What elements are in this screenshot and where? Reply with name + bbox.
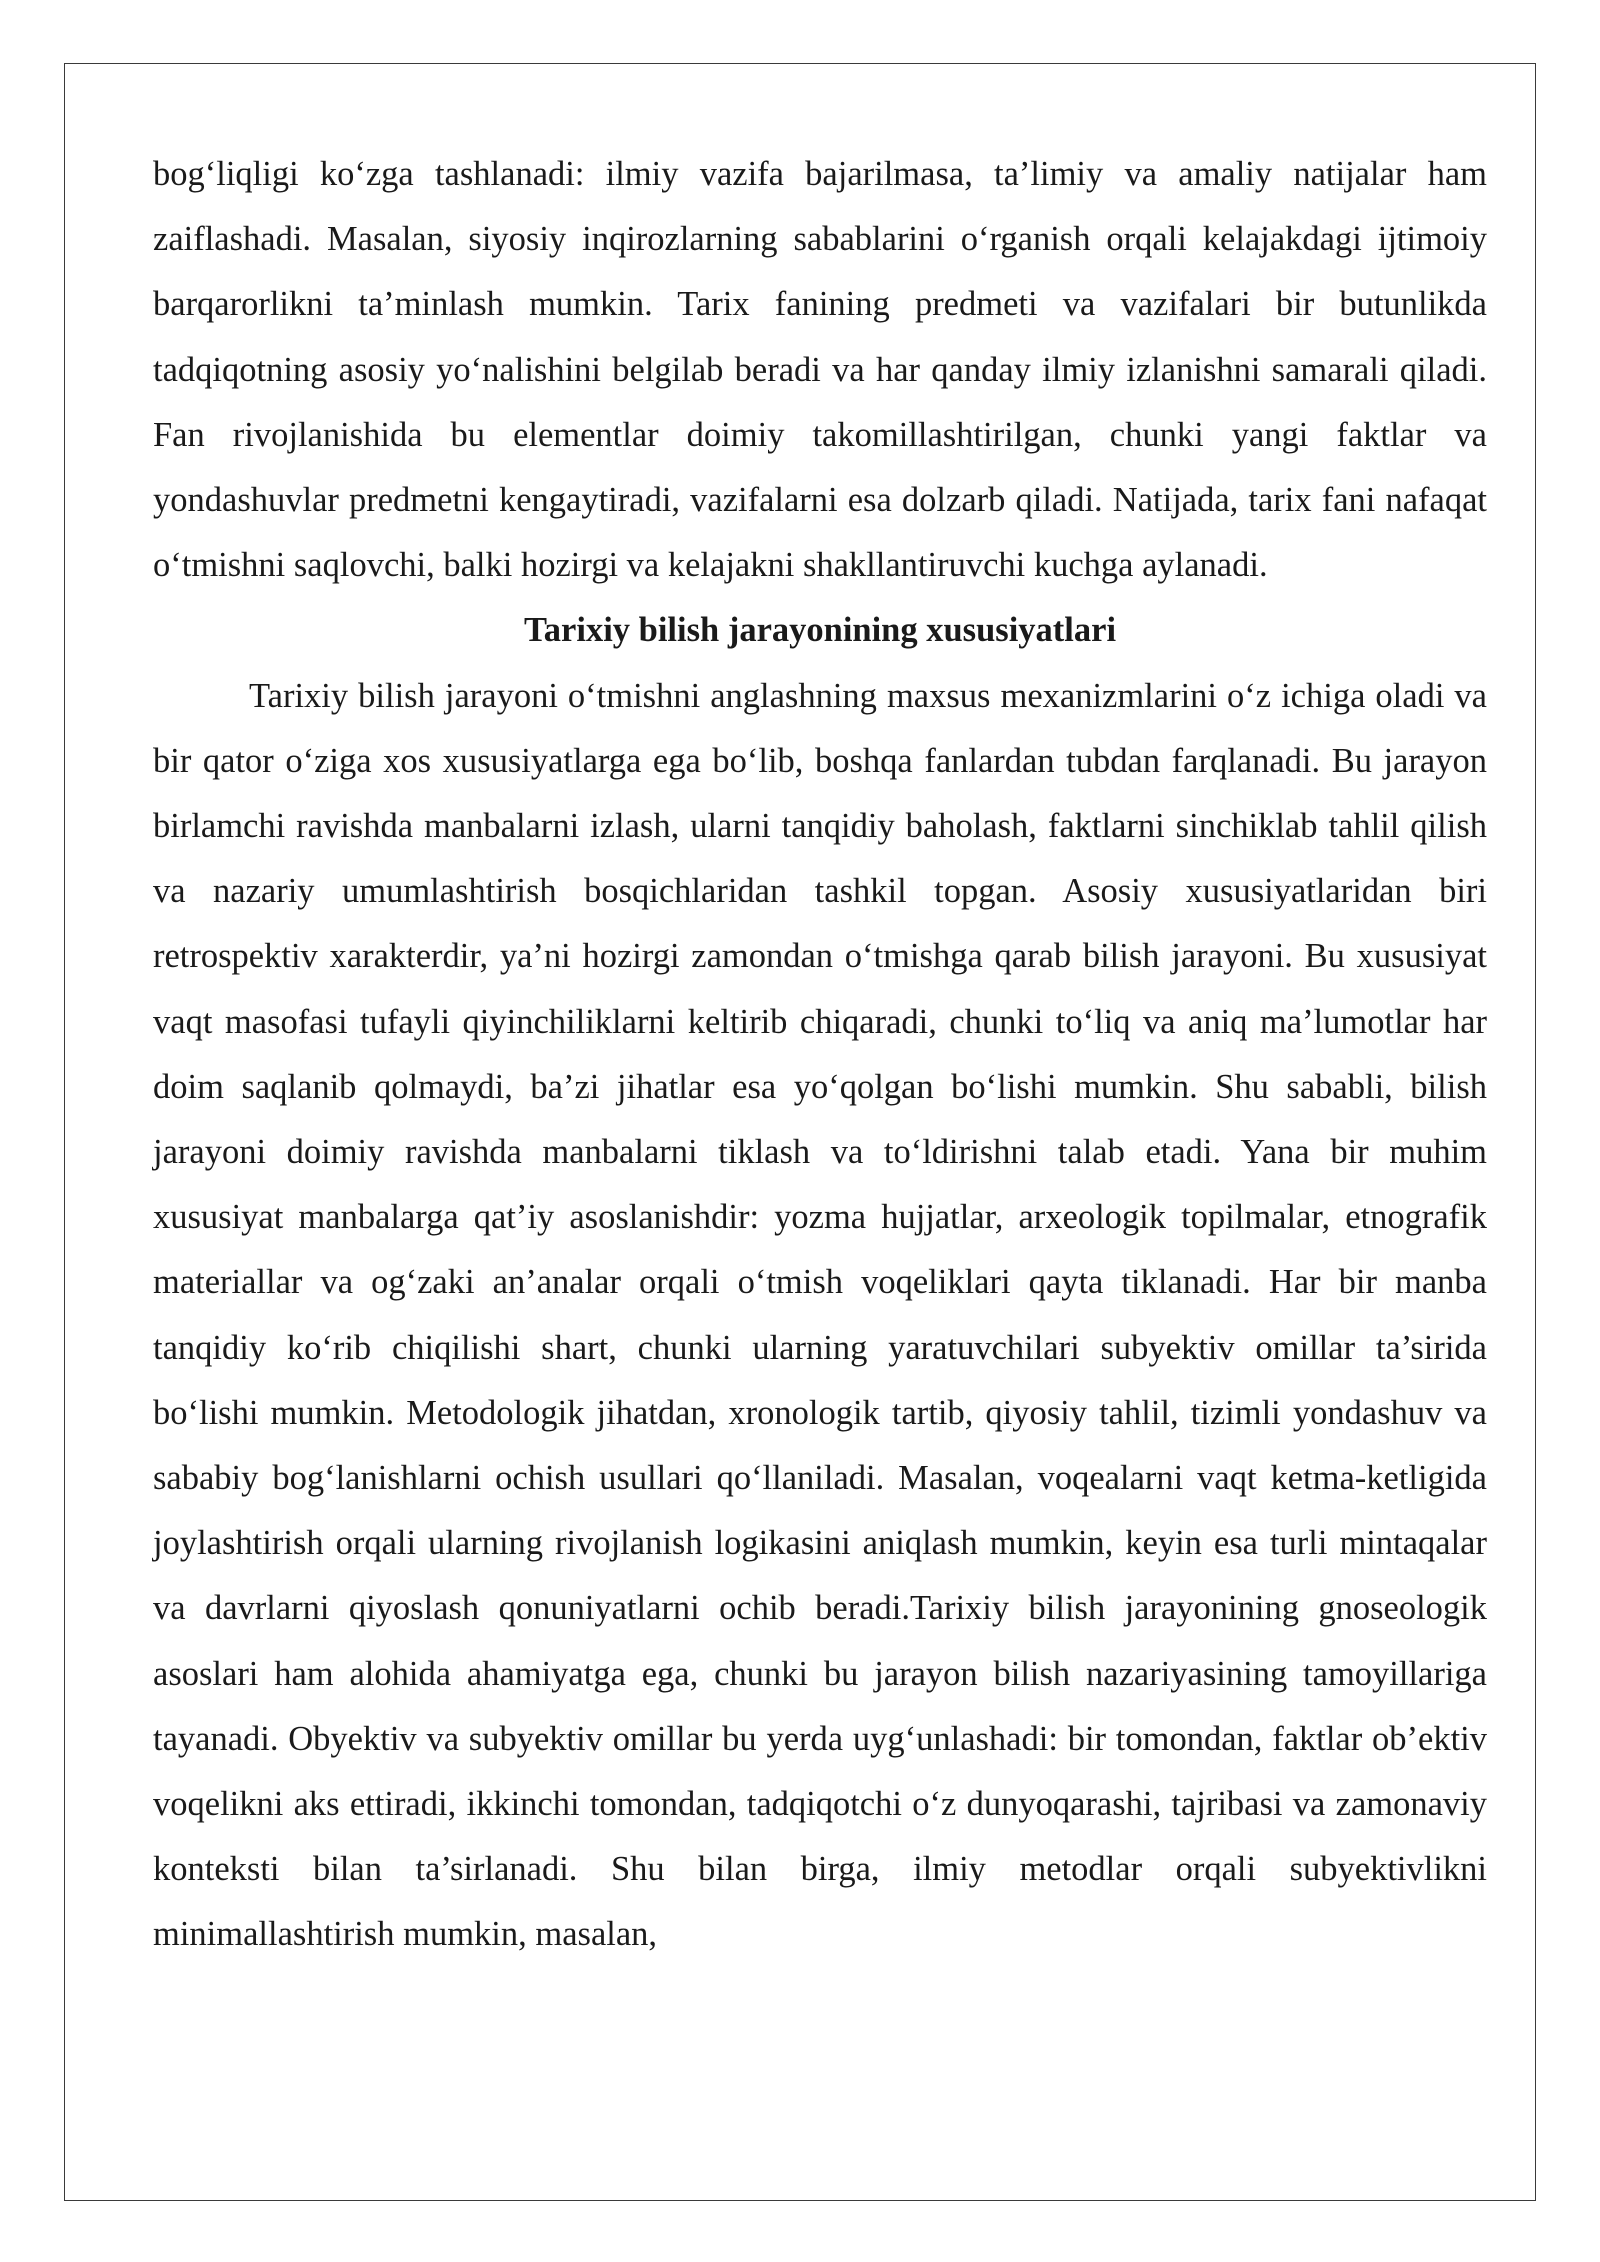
section-heading: Tarixiy bilish jarayonining xususiyatlari [523, 611, 1117, 650]
paragraph-2: Tarixiy bilish jarayoni o‘tmishni anglashning maxsus mexanizmlarini o‘z ichiga oladi va bir qator o‘ziga xos xususiyatlarga ega bo‘lib, boshqa fanlardan tubdan farqlanadi. Bu jarayon birlamchi ravishda manbalarni izlash, ularni tanqidiy baholash, faktlarni sinchiklab tahlil qilish va nazariy umumlashtirish bosqichlaridan tashkil topgan. Asosiy xususiyatlaridan biri retrospektiv xarakterdir, ya’ni hozirgi zamondan o‘tmishga qarab bilish jarayoni. Bu xususiyat vaqt masofasi tufayli qiyinchiliklarni keltirib chiqaradi, chunki to‘liq va aniq ma’lumotlar har doim saqlanib qolmaydi, ba’zi jihatlar esa yo‘qolgan bo‘lishi mumkin. Shu sababli, bilish jarayoni doimiy ravishda manbalarni tiklash va to‘ldirishni talab etadi. Yana bir muhim xususiyat manbalarga qat’iy asoslanishdir: yozma hujjatlar, arxeologik topilmalar, etnografik materiallar va og‘zaki an’analar orqali o‘tmish voqeliklari qayta tiklanadi. Har bir manba tanqidiy ko‘rib chiqilishi shart, chunki ularning yaratuvchilari subyektiv omillar ta’sirida bo‘lishi mumkin. Metodologik jihatdan, xronologik tartib, qiyosiy tahlil, tizimli yondashuv va sababiy bog‘lanishlarni ochish usullari qo‘llaniladi. Masalan, voqealarni vaqt ketma-ketligida joylashtirish orqali ularning rivojlanish logikasini aniqlash mumkin, keyin esa turli mintaqalar va davrlarni qiyoslash qonuniyatlarni ochib beradi.Tarixiy bilish jarayonining gnoseologik asoslari ham alohida ahamiyatga ega, chunki bu jarayon bilish nazariyasining tamoyillariga tayanadi. Obyektiv va subyektiv omillar bu yerda uyg‘unlashadi: bir tomondan, faktlar ob’ektiv voqelikni aks ettiradi, ikkinchi tomondan, tadqiqotchi o‘z dunyoqarashi, tajribasi va zamonaviy konteksti bilan ta’sirlanadi. Shu bilan birga, ilmiy metodlar orqali subyektivlikni minimallashtirish mumkin, masalan, [153, 676, 1487, 1954]
paragraph-1: bog‘liqligi ko‘zga tashlanadi: ilmiy vazifa bajarilmasa, ta’limiy va amaliy natijalar ham zaiflashadi. Masalan, siyosiy inqirozlarning sabablarini o‘rganish orqali kelajakdagi ijtimoiy barqarorlikni ta’minlash mumkin. Tarix fanining predmeti va vazifalari bir butunlikda tadqiqotning asosiy yo‘nalishini belgilab beradi va har qanday ilmiy izlanishni samarali qiladi. Fan rivojlanishida bu elementlar doimiy takomillashtirilgan, chunki yangi faktlar va yondashuvlar predmetni kengaytiradi, vazifalarni esa dolzarb qiladi. Natijada, tarix fani nafaqat o‘tmishni saqlovchi, balki hozirgi va kelajakni shakllantiruvchi kuchga aylanadi. [153, 155, 1487, 585]
document-body [153, 142, 1487, 1968]
